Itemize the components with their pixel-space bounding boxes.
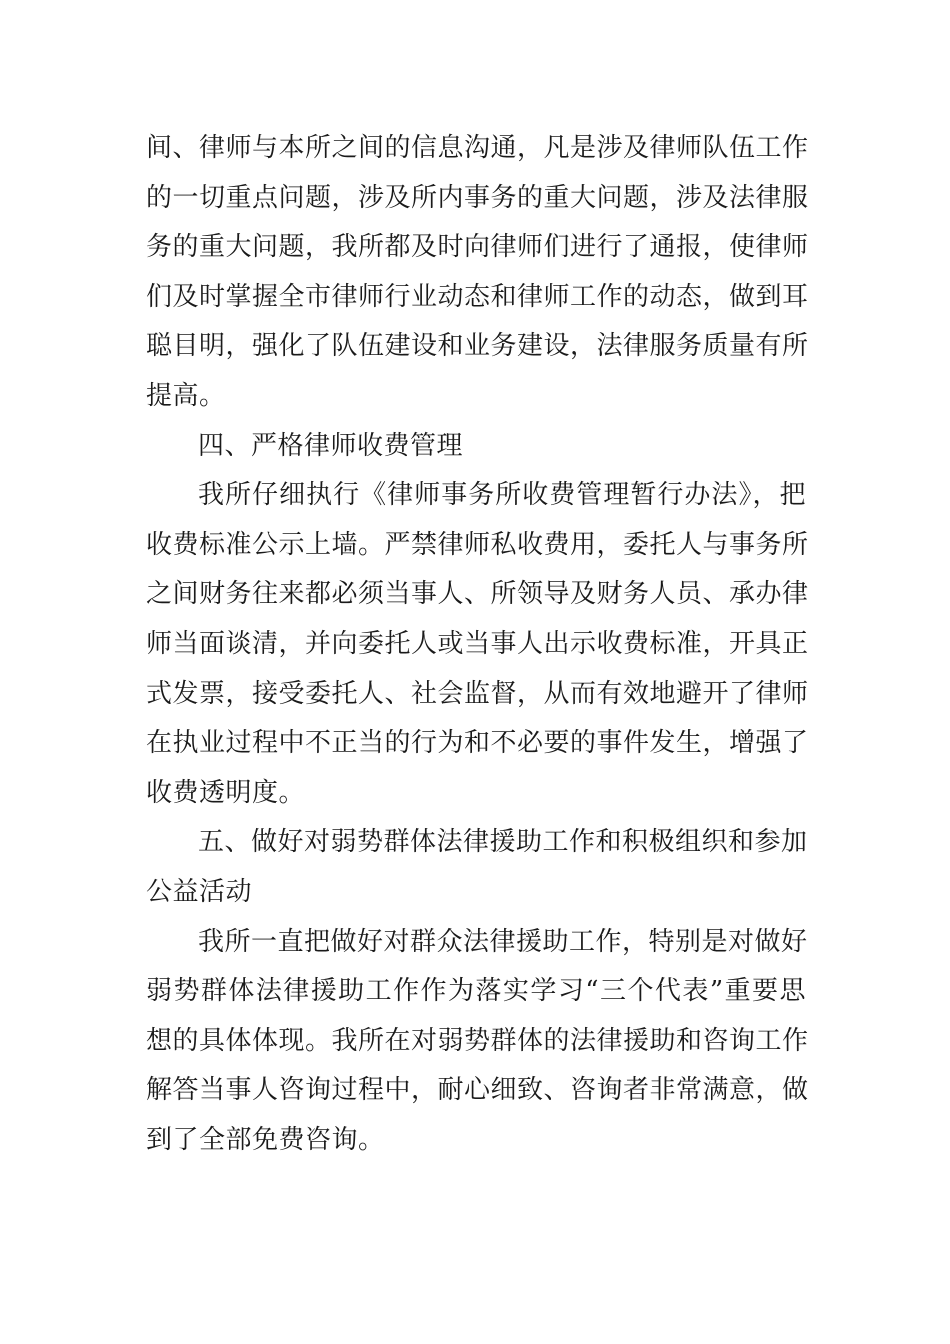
text-line: 之间财务往来都必须当事人、所领导及财务人员、承办律 <box>146 579 809 610</box>
paragraph-legal-aid <box>146 918 809 1166</box>
section-heading: 公益活动 <box>146 876 253 907</box>
text-line: 式发票，接受委托人、社会监督，从而有效地避开了律师 <box>146 678 809 709</box>
section-heading: 五、做好对弱势群体法律援助工作和积极组织和参加 <box>198 827 808 858</box>
text-line: 想的具体体现。我所在对弱势群体的法律援助和咨询工作 <box>146 1025 809 1056</box>
section-heading-legal-aid <box>146 818 806 917</box>
text-line: 到了全部免费咨询。 <box>146 1124 385 1155</box>
text-line: 我所一直把做好对群众法律援助工作，特别是对做好 <box>198 926 808 957</box>
text-line: 的一切重点问题，涉及所内事务的重大问题，涉及法律服 <box>146 182 809 213</box>
paragraph-fee-management <box>146 471 809 818</box>
text-line: 提高。 <box>146 380 226 411</box>
text-line: 师当面谈清，并向委托人或当事人出示收费标准，开具正 <box>146 628 809 659</box>
text-line: 收费透明度。 <box>146 777 306 808</box>
text-line: 间、律师与本所之间的信息沟通，凡是涉及律师队伍工作 <box>146 133 809 163</box>
document-body <box>146 124 809 1165</box>
section-heading: 四、严格律师收费管理 <box>198 430 464 461</box>
text-line: 们及时掌握全市律师行业动态和律师工作的动态，做到耳 <box>146 281 809 312</box>
text-line: 聪目明，强化了队伍建设和业务建设，法律服务质量有所 <box>146 331 809 362</box>
text-line: 解答当事人咨询过程中，耐心细致、咨询者非常满意，做 <box>146 1075 809 1106</box>
text-line: 在执业过程中不正当的行为和不必要的事件发生，增强了 <box>146 728 809 759</box>
text-line: 弱势群体法律援助工作作为落实学习“三个代表”重要思 <box>146 976 806 1007</box>
text-line: 务的重大问题，我所都及时向律师们进行了通报，使律师 <box>146 232 809 263</box>
text-line: 收费标准公示上墙。严禁律师私收费用，委托人与事务所 <box>146 529 809 560</box>
paragraph-info-communication <box>146 124 809 422</box>
section-heading-fee-management <box>146 422 806 472</box>
text-line: 我所仔细执行《律师事务所收费管理暂行办法》，把 <box>198 480 806 511</box>
